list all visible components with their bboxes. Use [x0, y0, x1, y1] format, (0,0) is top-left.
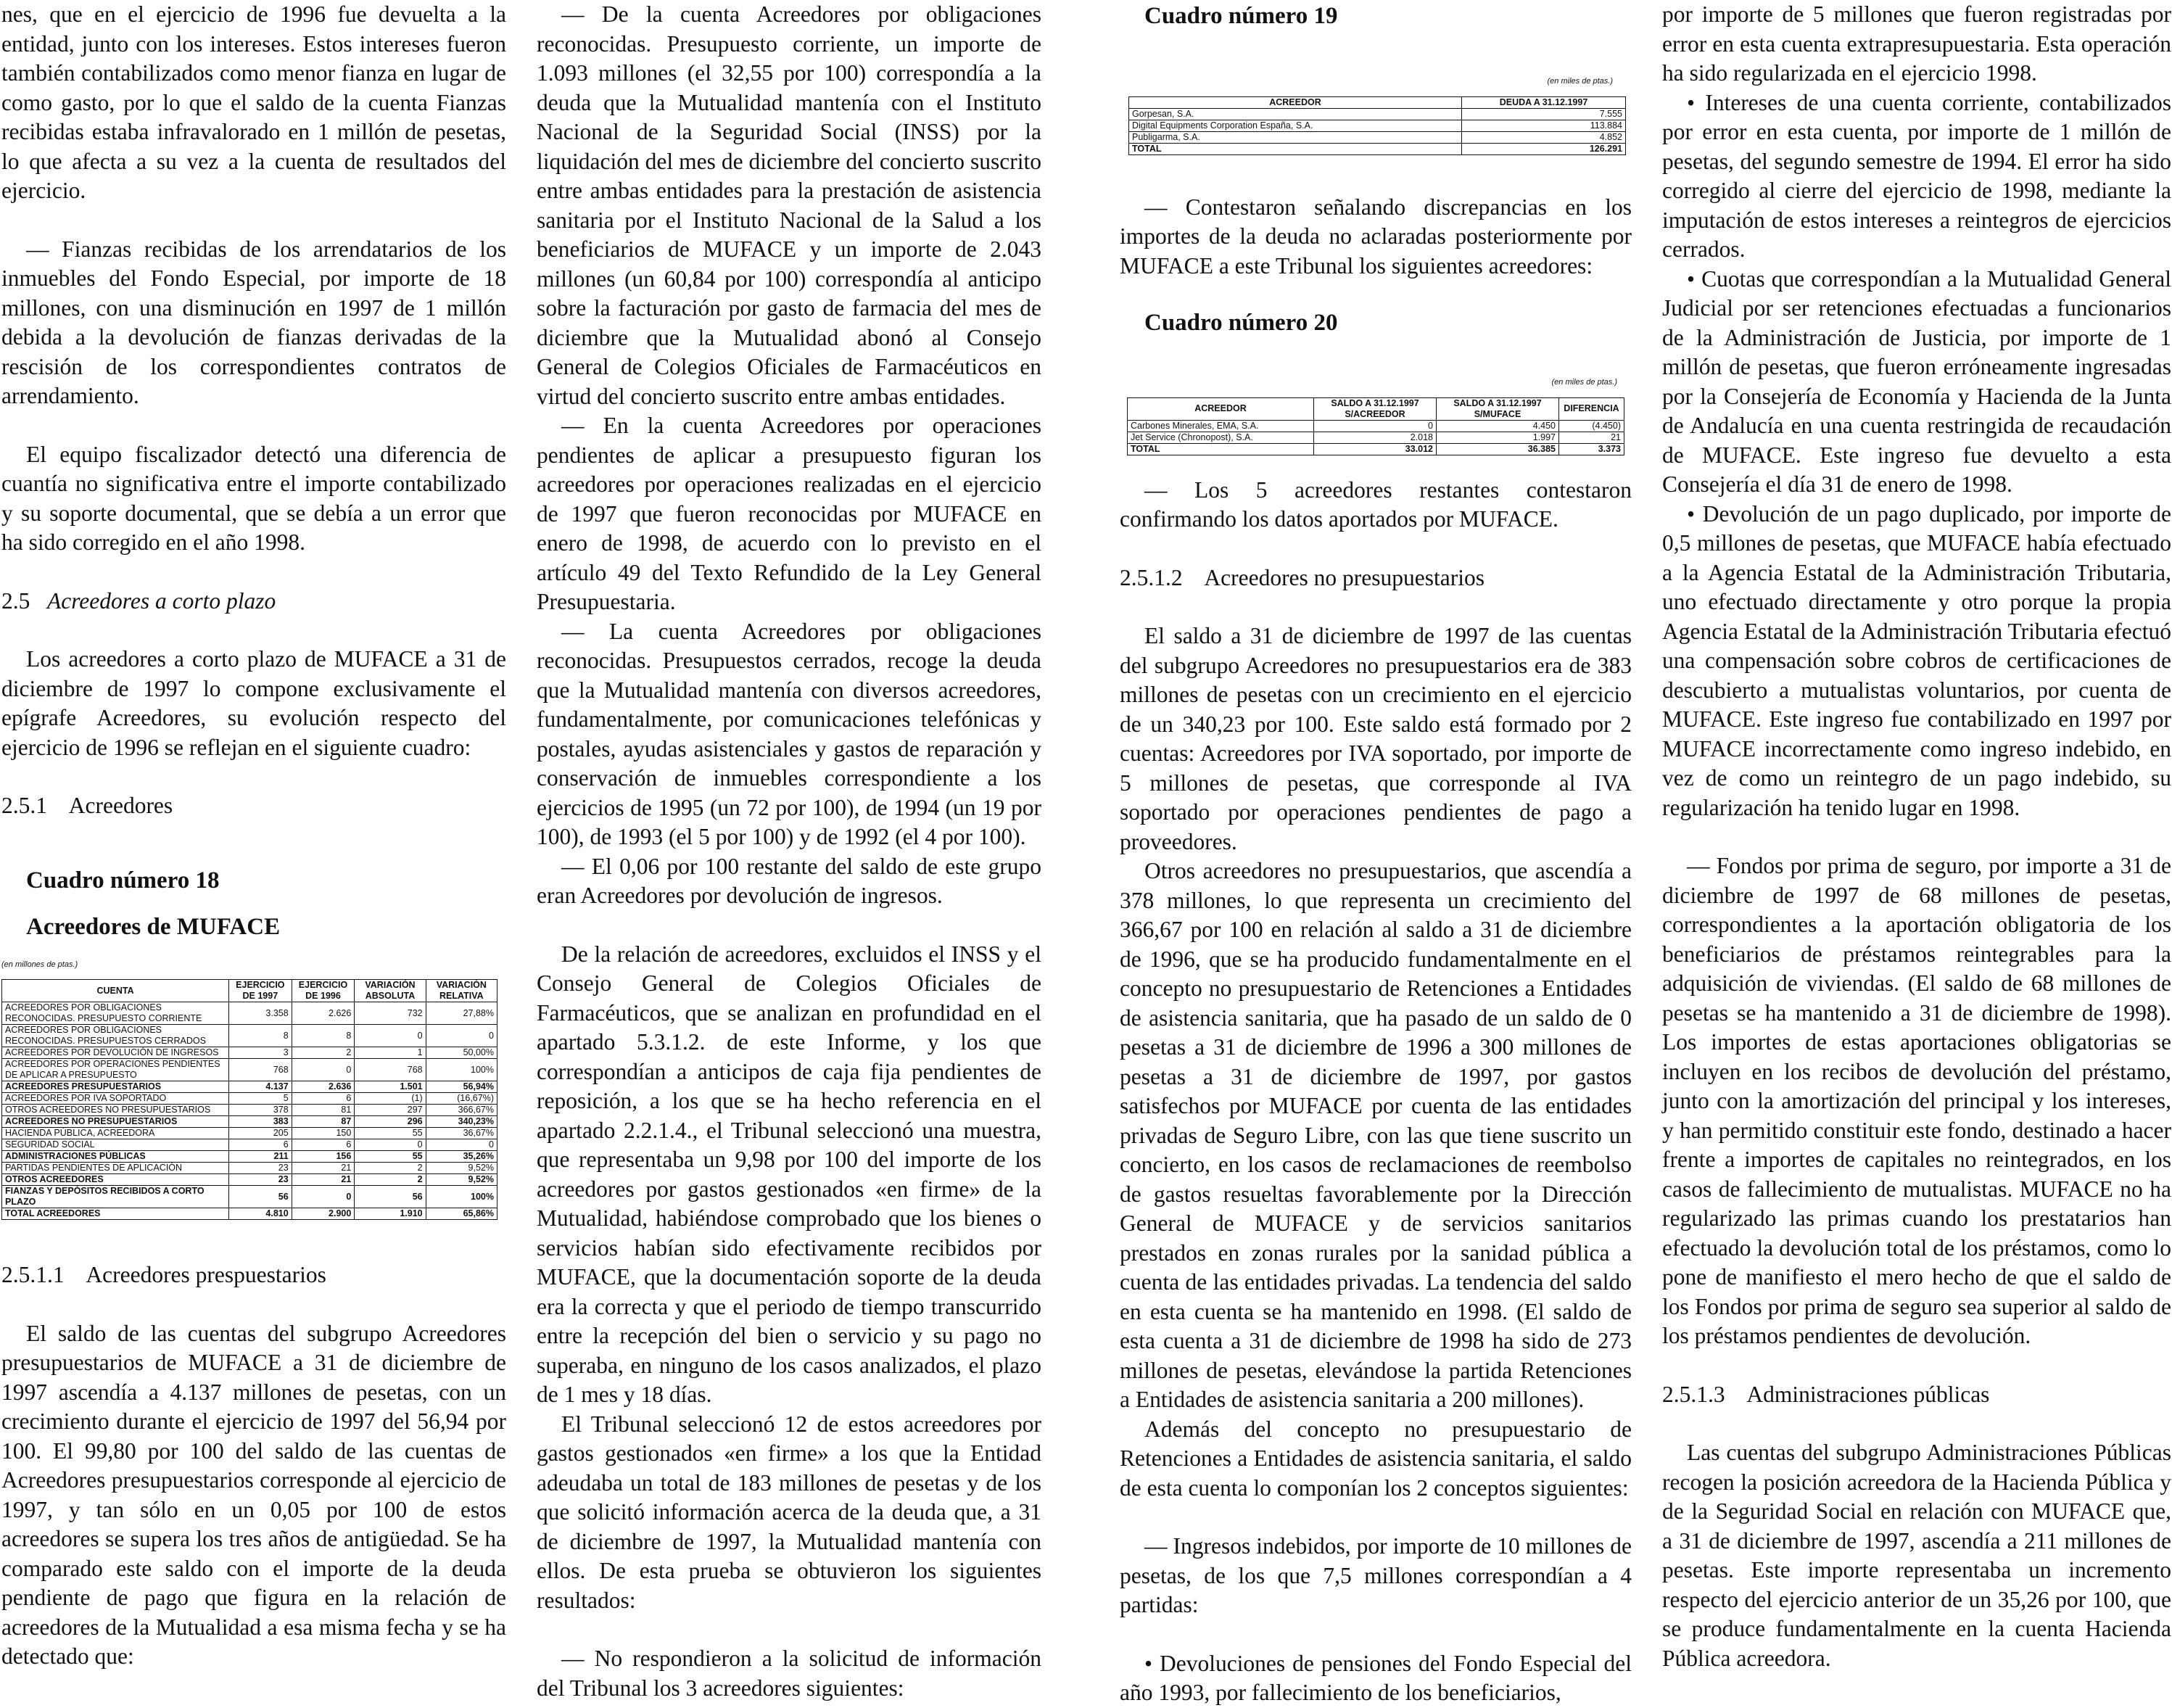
table-row	[2, 1025, 497, 1047]
table-cell: (1)	[355, 1093, 426, 1105]
paragraph: — No respondieron a la solicitud de información del Tribunal los 3 acreedores siguientes:	[537, 1646, 1041, 1701]
table-row	[1128, 420, 1624, 432]
paragraph: • Intereses de una cuenta corriente, contabilizados por error en esta cuenta, por importe de 1 millón de pesetas, del segundo semestre de 1994. El error ha sido corregido al cierre del ejercicio de 1998, mediante la imputación de estos intereses a reintegros de ejercicios cerrados.	[1662, 89, 2171, 262]
column-3	[1120, 0, 1632, 1708]
table-cell: 4.450	[1437, 420, 1559, 432]
column-2	[537, 0, 1041, 1703]
table-row	[1129, 143, 1626, 154]
table-cell: 0	[355, 1139, 426, 1151]
table-cell: 0	[426, 1025, 497, 1047]
table-cell: 211	[229, 1151, 292, 1163]
table-units: (en miles de ptas.)	[1551, 378, 1617, 387]
paragraph: Además del concepto no presupuestario de Retenciones a Entidades de asistencia sanitaria, el saldo de esta cuenta lo componían los 2 conceptos siguientes:	[1120, 1416, 1632, 1501]
table-cell: TOTAL	[1129, 143, 1462, 154]
table-cell: 4.137	[229, 1081, 292, 1093]
table-row	[2, 1002, 497, 1025]
table-header: DIFERENCIA	[1559, 397, 1624, 420]
table-cell: ACREEDORES POR DEVOLUCIÓN DE INGRESOS	[2, 1047, 229, 1059]
table-cell: 33.012	[1314, 443, 1437, 455]
table-units: (en miles de ptas.)	[1547, 77, 1613, 86]
table-row	[2, 1047, 497, 1059]
paragraph: — Ingresos indebidos, por importe de 10 millones de pesetas, de los que 7,5 millones correspondían a 4 partidas:	[1120, 1533, 1632, 1617]
table-row	[2, 1163, 497, 1174]
paragraph: • Devoluciones de pensiones del Fondo Especial del año 1993, por fallecimiento de los beneficiarios,	[1120, 1650, 1632, 1705]
table-cell: 23	[229, 1174, 292, 1186]
table-header: VARIACIÓN RELATIVA	[426, 980, 497, 1002]
table-row	[2, 1093, 497, 1105]
table-cell: FIANZAS Y DEPÓSITOS RECIBIDOS A CORTO PLAZO	[2, 1186, 229, 1208]
table-acreedores-muface	[1, 979, 497, 1220]
table-cell: 366,67%	[426, 1105, 497, 1116]
table-cell: ACREEDORES POR OBLIGACIONES RECONOCIDAS. PRESUPUESTOS CERRADOS	[2, 1025, 229, 1047]
table-acreedores-discrepancias	[1127, 397, 1624, 455]
table-cell: ACREEDORES POR OBLIGACIONES RECONOCIDAS. PRESUPUESTO CORRIENTE	[2, 1002, 229, 1025]
table-title: Cuadro número 18	[26, 867, 220, 894]
table-cell: 21	[1559, 432, 1624, 443]
table-cell: 100%	[426, 1186, 497, 1208]
table-cell: 205	[229, 1128, 292, 1139]
table-cell: Publigarma, S.A.	[1129, 131, 1462, 143]
table-cell: 56,94%	[426, 1081, 497, 1093]
paragraph: — En la cuenta Acreedores por operaciones pendientes de aplicar a presupuesto figuran los acreedores por operaciones realizadas en el ejercicio de 1997 que fueron reconocidas por MUFACE en enero de 1998, de acuerdo con lo previsto en el artículo 49 del Texto Refundido de la Ley General Presupuestaria.	[537, 413, 1041, 614]
table-cell: ACREEDORES PRESUPUESTARIOS	[2, 1081, 229, 1093]
table-cell: TOTAL	[1128, 443, 1314, 455]
paragraph: Las cuentas del subgrupo Administraciones Públicas recogen la posición acreedora de la Hacienda Pública y de la Seguridad Social en relación con MUFACE que, a 31 de diciembre de 1997, ascendía a 211 millones de pesetas. Este importe representaba un incremento respecto del ejercicio anterior de un 35,26 por 100, que se produce fundamentalmente en la cuenta Hacienda Pública acreedora.	[1662, 1440, 2171, 1671]
paragraph: • Cuotas que correspondían a la Mutualidad General Judicial por ser retenciones efectuadas a funcionarios de la Administración de Justicia, por importe de 1 millón de pesetas, que fueron erróneamente ingresadas por la Consejería de Economía y Hacienda de la Junta de Andalucía en una cuenta restringida de recaudación de MUFACE. Este ingreso fue devuelto a esta Consejería el día 31 de enero de 1998.	[1662, 265, 2171, 497]
table-subtitle: Acreedores de MUFACE	[26, 913, 281, 940]
table-cell: 81	[292, 1105, 355, 1116]
table-cell: 2.018	[1314, 432, 1437, 443]
table-row	[1128, 443, 1624, 455]
table-cell: 36,67%	[426, 1128, 497, 1139]
paragraph: — El 0,06 por 100 restante del saldo de este grupo eran Acreedores por devolución de ingresos.	[537, 853, 1041, 908]
table-cell: 0	[355, 1025, 426, 1047]
table-cell: 4.852	[1462, 131, 1626, 143]
table-title: Cuadro número 20	[1144, 310, 1338, 336]
table-cell: 6	[292, 1093, 355, 1105]
paragraph: De la relación de acreedores, excluidos el INSS y el Consejo General de Colegios Oficiales de Farmacéuticos, que se analizan en profundidad en el apartado 5.3.1.2. de este Informe, y los que correspondían a anticipos de caja fija pendientes de reposición, a los que se ha hecho referencia en el apartado 2.2.1.4., el Tribunal seleccionó una muestra, que representaba un 9,98 por 100 del importe de los acreedores por gastos gestionados «en firme» de la Mutualidad, habiéndose comprobado que los bienes o servicios habían sido efectivamente recibidos por MUFACE, que la documentación soporte de la deuda era la correcta y que el periodo de tiempo transcurrido entre la recepción del bien o servicio y su pago no superaba, en ninguno de los casos analizados, el plazo de 1 mes y 18 días.	[537, 941, 1041, 1407]
table-header: EJERCICIO DE 1997	[229, 980, 292, 1002]
paragraph: — Los 5 acreedores restantes contestaron confirmando los datos aportados por MUFACE.	[1120, 476, 1632, 532]
subsection-heading: 2.5.1.3 Administraciones públicas	[1662, 1381, 1990, 1407]
table-cell: PARTIDAS PENDIENTES DE APLICACIÓN	[2, 1163, 229, 1174]
table-cell: 35,26%	[426, 1151, 497, 1163]
paragraph: El saldo de las cuentas del subgrupo Acreedores presupuestarios de MUFACE a 31 de diciembre de 1997 ascendía a 4.137 millones de pesetas, con un crecimiento durante el ejercicio de 1997 del 56,94 por 100. El 99,80 por 100 del saldo de las cuentas de Acreedores presupuestarios corresponde al ejercicio de 1997, y tan sólo en un 0,05 por 100 de estos acreedores se supera los tres años de antigüedad. Se ha comparado este saldo con el importe de la deuda pendiente de pago que figura en la relación de acreedores de la Mutualidad a esa misma fecha y se ha detectado que:	[1, 1320, 506, 1669]
paragraph: Otros acreedores no presupuestarios, que ascendía a 378 millones, lo que representa un crecimiento del 366,67 por 100 en relación al saldo a 31 de diciembre de 1996, que se ha producido fundamentalmente en el concepto no presupuestario de Retenciones a Entidades de asistencia sanitaria, que ha pasado de un saldo de 0 pesetas a 31 de diciembre de 1996 a 300 millones de pesetas a 31 de diciembre de 1997, por gastos satisfechos por MUFACE por cuenta de las entidades privadas de Seguro Libre, con las que tiene suscrito un concierto, en los casos de reclamaciones de reembolso de gastos resueltas favorablemente por la Dirección General de MUFACE y de servicios sanitarios prestados en zonas rurales por la sanidad pública a cuenta de las entidades privadas. La tendencia del saldo en esta cuenta se ha mantenido en 1998. (El saldo de esta cuenta a 31 de diciembre de 1998 ha sido de 273 millones de pesetas, elevándose la partida Retenciones a Entidades de asistencia sanitaria a 200 millones).	[1120, 858, 1632, 1412]
paragraph: El Tribunal seleccionó 12 de estos acreedores por gastos gestionados «en firme» a los que la Entidad adeudaba un total de 183 millones de pesetas y de los que solicitó información acerca de la deuda que, a 31 de diciembre de 1997, la Mutualidad mantenía con ellos. De esta prueba se obtuvieron los siguientes resultados:	[537, 1411, 1041, 1613]
table-cell: Carbones Minerales, EMA, S.A.	[1128, 420, 1314, 432]
table-cell: 8	[292, 1025, 355, 1047]
table-row	[2, 1059, 497, 1081]
table-cell: ADMINISTRACIONES PÚBLICAS	[2, 1151, 229, 1163]
table-cell: OTROS ACREEDORES NO PRESUPUESTARIOS	[2, 1105, 229, 1116]
table-cell: 36.385	[1437, 443, 1559, 455]
table-cell: 150	[292, 1128, 355, 1139]
paragraph: El equipo fiscalizador detectó una diferencia de cuantía no significativa entre el importe contabilizado y su soporte documental, que se debía a un error que ha sido corregido en el año 1998.	[1, 441, 506, 555]
table-cell: 1.997	[1437, 432, 1559, 443]
table-cell: 87	[292, 1116, 355, 1128]
table-row	[2, 1208, 497, 1220]
table-header: EJERCICIO DE 1996	[292, 980, 355, 1002]
table-cell: (4.450)	[1559, 420, 1624, 432]
table-cell: 9,52%	[426, 1163, 497, 1174]
table-cell: 5	[229, 1093, 292, 1105]
table-cell: ACREEDORES NO PRESUPUESTARIOS	[2, 1116, 229, 1128]
table-cell: 6	[292, 1139, 355, 1151]
table-row	[1129, 120, 1626, 131]
table-acreedores-no-respondieron	[1128, 96, 1626, 155]
table-cell: 4.810	[229, 1208, 292, 1220]
table-header: CUENTA	[2, 980, 229, 1002]
table-cell: 56	[229, 1186, 292, 1208]
table-cell: 21	[292, 1174, 355, 1186]
table-cell: 8	[229, 1025, 292, 1047]
table-cell: 21	[292, 1163, 355, 1174]
table-cell: ACREEDORES POR OPERACIONES PENDIENTES DE APLICAR A PRESUPUESTO	[2, 1059, 229, 1081]
table-cell: 9,52%	[426, 1174, 497, 1186]
table-row	[2, 1174, 497, 1186]
paragraph: • Devolución de un pago duplicado, por importe de 0,5 millones de pesetas, que MUFACE había efectuado a la Agencia Estatal de la Administración Tributaria, uno efectuado directamente y otro porque la propia Agencia Estatal de la Administración Tributaria efectuó una compensación sobre cobros de certificaciones de descubierto a mutualistas voluntarios, por cuenta de MUFACE. Este ingreso fue contabilizado en 1997 por MUFACE incorrectamente como ingreso indebido, en vez de como un reintegro de un pago indebido, su regularización ha tenido lugar en 1998.	[1662, 500, 2171, 820]
paragraph: — Fianzas recibidas de los arrendatarios de los inmuebles del Fondo Especial, por importe de 18 millones, con una disminución en 1997 de 1 millón debida a la devolución de fianzas derivadas de la rescisión de los correspondientes contratos de arrendamiento.	[1, 236, 506, 408]
table-cell: HACIENDA PÚBLICA, ACREEDORA	[2, 1128, 229, 1139]
table-cell: 6	[229, 1139, 292, 1151]
table-title: Cuadro número 19	[1144, 3, 1338, 29]
paragraph: — De la cuenta Acreedores por obligaciones reconocidas. Presupuesto corriente, un importe de 1.093 millones (el 32,55 por 100) correspondía a la deuda que la Mutualidad mantenía con el Instituto Nacional de la Seguridad Social (INSS) por la liquidación del mes de diciembre del concierto suscrito entre ambas entidades para la prestación de asistencia sanitaria por el Instituto Nacional de la Salud a los beneficiarios de MUFACE y un importe de 2.043 millones (un 60,84 por 100) correspondía al anticipo sobre la facturación por gasto de farmacia del mes de diciembre que la Mutualidad abonó al Consejo General de Colegios Oficiales de Farmacéuticos en virtud del concierto suscrito entre ambas entidades.	[537, 1, 1041, 409]
table-cell: Digital Equipments Corporation España, S.A.	[1129, 120, 1462, 131]
table-cell: 55	[355, 1151, 426, 1163]
table-row	[2, 1186, 497, 1208]
paragraph: por importe de 5 millones que fueron registradas por error en esta cuenta extrapresupuestaria. Esta operación ha sido regularizada en el ejercicio 1998.	[1662, 1, 2171, 86]
table-cell: 156	[292, 1151, 355, 1163]
table-cell: OTROS ACREEDORES	[2, 1174, 229, 1186]
subsection-heading: 2.5.1.2 Acreedores no presupuestarios	[1120, 564, 1485, 590]
table-cell: 0	[1314, 420, 1437, 432]
table-cell: (16,67%)	[426, 1093, 497, 1105]
table-cell: 2.626	[292, 1002, 355, 1025]
table-cell: 383	[229, 1116, 292, 1128]
table-cell: 2	[355, 1174, 426, 1186]
table-cell: 0	[292, 1059, 355, 1081]
table-cell: 3.358	[229, 1002, 292, 1025]
table-cell: 768	[355, 1059, 426, 1081]
table-cell: 732	[355, 1002, 426, 1025]
table-cell: 2.636	[292, 1081, 355, 1093]
table-cell: 768	[229, 1059, 292, 1081]
table-header: VARIACIÓN ABSOLUTA	[355, 980, 426, 1002]
table-row	[2, 1116, 497, 1128]
section-number: 2.5	[1, 587, 30, 614]
paragraph: Los acreedores a corto plazo de MUFACE a 31 de diciembre de 1997 lo compone exclusivamente el epígrafe Acreedores, su evolución respecto del ejercicio de 1996 se reflejan en el siguiente cuadro:	[1, 646, 506, 760]
table-cell: 56	[355, 1186, 426, 1208]
paragraph: — La cuenta Acreedores por obligaciones reconocidas. Presupuestos cerrados, recoge la deuda que la Mutualidad mantenía con diversos acreedores, fundamentalmente, por comunicaciones telefónicas y postales, ayudas asistenciales y gastos de reparación y conservación de inmuebles correspondiente a los ejercicios de 1995 (un 72 por 100), de 1994 (un 19 por 100), de 1993 (el 5 por 100) y de 1992 (el 4 por 100).	[537, 618, 1041, 849]
paragraph: — Fondos por prima de seguro, por importe a 31 de diciembre de 1997 de 68 millones de pesetas, correspondientes a la aportación obligatoria de los beneficiarios de préstamos reintegrables para la adquisición de viviendas. (El saldo de 68 millones de pesetas se ha mantenido a 31 de diciembre de 1998). Los importes de estas aportaciones obligatorias se incluyen en los recibos de devolución del préstamo, junto con la amortización del principal y los intereses, y han permitido constituir este fondo, destinado a hacer frente a importes de capitales no reintegrados, en los casos de fallecimiento de mutualistas. MUFACE no ha regularizado las primas cuando los prestatarios han efectuado la devolución total de los préstamos, como lo pone de manifiesto el mero hecho de que el saldo de los Fondos por prima de seguro sea superior al saldo de los préstamos pendientes de devolución.	[1662, 853, 2171, 1348]
table-cell: Jet Service (Chronopost), S.A.	[1128, 432, 1314, 443]
table-cell: 3	[229, 1047, 292, 1059]
table-cell: 1.910	[355, 1208, 426, 1220]
table-cell: 1	[355, 1047, 426, 1059]
table-cell: 113.884	[1462, 120, 1626, 131]
table-cell: 65,86%	[426, 1208, 497, 1220]
table-cell: 1.501	[355, 1081, 426, 1093]
table-cell: 23	[229, 1163, 292, 1174]
table-row	[2, 1128, 497, 1139]
table-header: ACREEDOR	[1128, 397, 1314, 420]
table-cell: 27,88%	[426, 1002, 497, 1025]
table-row	[2, 1151, 497, 1163]
table-row	[1129, 131, 1626, 143]
table-row	[1128, 432, 1624, 443]
table-units: (en millones de ptas.)	[1, 960, 78, 969]
paragraph: — Contestaron señalando discrepancias en los importes de la deuda no aclaradas posteriormente por MUFACE a este Tribunal los siguientes acreedores:	[1120, 194, 1632, 279]
table-row	[2, 1081, 497, 1093]
table-cell: 2	[355, 1163, 426, 1174]
table-cell: 55	[355, 1128, 426, 1139]
table-header: ACREEDOR	[1129, 96, 1462, 108]
table-cell: 7.555	[1462, 108, 1626, 120]
table-header: SALDO A 31.12.1997 S/ACREEDOR	[1314, 397, 1437, 420]
table-cell: 126.291	[1462, 143, 1626, 154]
table-cell: TOTAL ACREEDORES	[2, 1208, 229, 1220]
table-cell: SEGURIDAD SOCIAL	[2, 1139, 229, 1151]
table-row	[2, 1139, 497, 1151]
table-row	[2, 1105, 497, 1116]
subsection-heading: 2.5.1 Acreedores	[1, 793, 173, 818]
table-cell: 0	[426, 1139, 497, 1151]
column-4	[1662, 0, 2171, 1673]
subsection-heading: 2.5.1.1 Acreedores prespuestarios	[1, 1262, 326, 1287]
table-cell: 100%	[426, 1059, 497, 1081]
table-cell: 50,00%	[426, 1047, 497, 1059]
section-heading	[1, 587, 506, 616]
table-cell: ACREEDORES POR IVA SOPORTADO	[2, 1093, 229, 1105]
table-cell: 2	[292, 1047, 355, 1059]
paragraph: nes, que en el ejercicio de 1996 fue devuelta a la entidad, junto con los intereses. Estos intereses fueron también contabilizados como menor fianza en lugar de como gasto, por lo que el saldo de la cuenta Fianzas recibidas estaba infravalorado en 1 millón de pesetas, lo que afecta a su vez a la cuenta de resultados del ejercicio.	[1, 1, 506, 203]
column-1	[1, 0, 506, 1672]
table-header: SALDO A 31.12.1997 S/MUFACE	[1437, 397, 1559, 420]
table-cell: Gorpesan, S.A.	[1129, 108, 1462, 120]
paragraph: El saldo a 31 de diciembre de 1997 de las cuentas del subgrupo Acreedores no presupuestarios era de 383 millones de pesetas con un crecimiento en el ejercicio de un 340,23 por 100. Este saldo está formado por 2 cuentas: Acreedores por IVA soportado, por importe de 5 millones de pesetas, que corresponde al IVA soportado por operaciones pendientes de pago a proveedores.	[1120, 623, 1632, 854]
table-cell: 340,23%	[426, 1116, 497, 1128]
table-header: DEUDA A 31.12.1997	[1462, 96, 1626, 108]
table-cell: 3.373	[1559, 443, 1624, 455]
table-cell: 378	[229, 1105, 292, 1116]
table-cell: 2.900	[292, 1208, 355, 1220]
section-title: Acreedores a corto plazo	[47, 587, 276, 614]
table-cell: 0	[292, 1186, 355, 1208]
table-cell: 296	[355, 1116, 426, 1128]
table-row	[1129, 108, 1626, 120]
table-cell: 297	[355, 1105, 426, 1116]
